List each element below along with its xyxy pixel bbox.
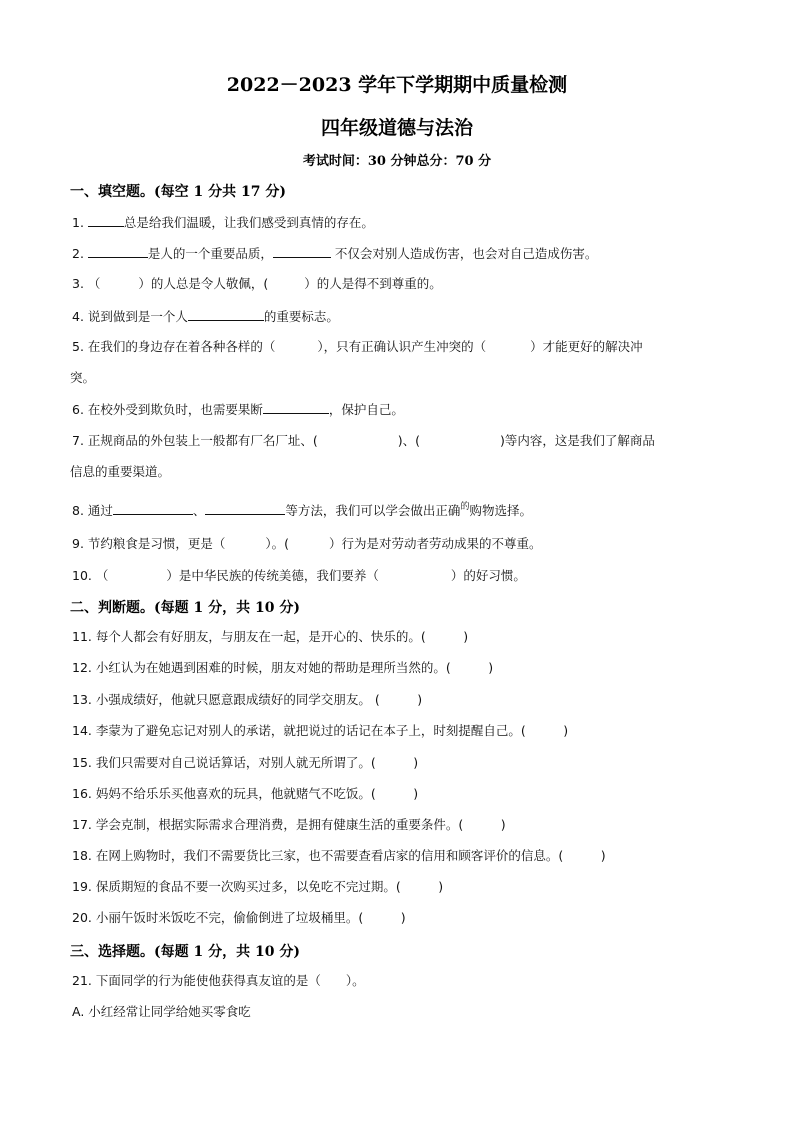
answer-blank[interactable]: [88, 213, 124, 227]
answer-blank[interactable]: [88, 244, 148, 258]
question-8: [72, 501, 532, 522]
question-text: 是人的一个重要品质，: [147, 246, 273, 261]
judge-question: 18. 在网上购物时，我们不需要货比三家，也不需要查看店家的信用和顾客评价的信息。( ): [72, 848, 606, 863]
judge-question: 12. 小红认为在她遇到困难的时候，朋友对她的帮助是理所当然的。( ): [72, 660, 494, 675]
question-4: [72, 307, 339, 326]
question-7-continued: 信息的重要渠道。: [70, 464, 171, 479]
question-text: ）的好习惯。: [450, 568, 526, 583]
question-text: 1.: [72, 215, 88, 230]
judge-question: 16. 妈妈不给乐乐买他喜欢的玩具，他就赌气不吃饭。( ): [72, 786, 419, 801]
answer-blank[interactable]: [273, 244, 331, 258]
judge-question: 15. 我们只需要对自己说话算话，对别人就无所谓了。( ): [72, 755, 419, 770]
question-text: 5. 在我们的身边存在着各种各样的（: [72, 339, 276, 354]
question-5-continued: 突。: [70, 370, 96, 385]
question-text: ）才能更好的解决冲: [530, 339, 643, 354]
question-text: )等内容，这是我们了解商品: [500, 433, 655, 448]
question-text: ）的人总是令人敬佩，(: [138, 276, 269, 291]
question-text: 4. 说到做到是一个人: [72, 309, 188, 324]
question-2: [72, 244, 597, 263]
judge-question: 14. 李蒙为了避免忘记对别人的承诺，就把说过的话记在本子上，时刻提醒自己。( ): [72, 723, 569, 738]
question-text: ）的人是得不到尊重的。: [304, 276, 442, 291]
question-5: [72, 338, 643, 356]
judge-question: 13. 小强成绩好，他就只愿意跟成绩好的同学交朋友。 ( ): [72, 692, 423, 707]
exam-title: 2022－2023 学年下学期期中质量检测: [226, 74, 568, 96]
answer-blank[interactable]: [263, 400, 329, 414]
question-text: ）行为是对劳动者劳动成果的不尊重。: [329, 536, 542, 551]
section-heading-fill: 一、填空题。(每空 1 分共 17 分): [70, 184, 286, 200]
question-text: 9. 节约粮食是习惯，更是（: [72, 536, 226, 551]
question-text: 10. （: [72, 568, 109, 583]
judge-question: 11. 每个人都会有好朋友，与朋友在一起，是开心的、快乐的。( ): [72, 629, 469, 644]
question-text: ）是中华民族的传统美德，我们要养（: [166, 568, 379, 583]
question-text: 等方法，我们可以学会做出正确: [285, 503, 461, 518]
exam-subject: 四年级道德与法治: [320, 117, 473, 139]
question-text: )、(: [397, 433, 421, 448]
question-text: 购物选择。: [469, 503, 532, 518]
question-9: [72, 535, 542, 553]
question-text: ）。(: [265, 536, 290, 551]
question-1: [72, 213, 374, 232]
choice-option-a[interactable]: A. 小红经常让同学给她买零食吃: [72, 1004, 251, 1019]
choice-question-21: 21. 下面同学的行为能使他获得真友谊的是（ ）。: [72, 973, 365, 988]
question-6: [72, 400, 404, 419]
answer-blank[interactable]: [205, 501, 285, 515]
judge-question: 17. 学会克制，根据实际需求合理消费，是拥有健康生活的重要条件。( ): [72, 817, 506, 832]
exam-info: 考试时间：30 分钟总分：70 分: [302, 154, 492, 169]
question-text: 3. （: [72, 276, 101, 291]
judge-question: 20. 小丽午饭时米饭吃不完，偷偷倒进了垃圾桶里。( ): [72, 910, 406, 925]
section-heading-judge: 二、判断题。(每题 1 分，共 10 分): [70, 600, 300, 616]
question-text: 的重要标志。: [263, 309, 339, 324]
question-text: 不仅会对别人造成伤害，也会对自己造成伤害。: [330, 246, 598, 261]
question-3: [72, 275, 442, 293]
question-text: ），只有正确认识产生冲突的（: [317, 339, 487, 354]
question-text: 8. 通过: [72, 503, 113, 518]
question-text: 、: [192, 503, 206, 518]
question-text: 7. 正规商品的外包装上一般都有厂名厂址、(: [72, 433, 318, 448]
section-heading-choice: 三、选择题。(每题 1 分，共 10 分): [70, 944, 300, 960]
question-text: ，保护自己。: [328, 402, 404, 417]
superscript-char: 的: [460, 502, 470, 512]
question-text: 2.: [72, 246, 88, 261]
judge-question: 19. 保质期短的食品不要一次购买过多，以免吃不完过期。( ): [72, 879, 444, 894]
answer-blank[interactable]: [188, 307, 264, 321]
answer-blank[interactable]: [113, 501, 193, 515]
question-10: [72, 567, 526, 585]
question-text: 总是给我们温暖，让我们感受到真情的存在。: [123, 215, 374, 230]
question-7: [72, 432, 655, 450]
question-text: 6. 在校外受到欺负时，也需要果断: [72, 402, 263, 417]
